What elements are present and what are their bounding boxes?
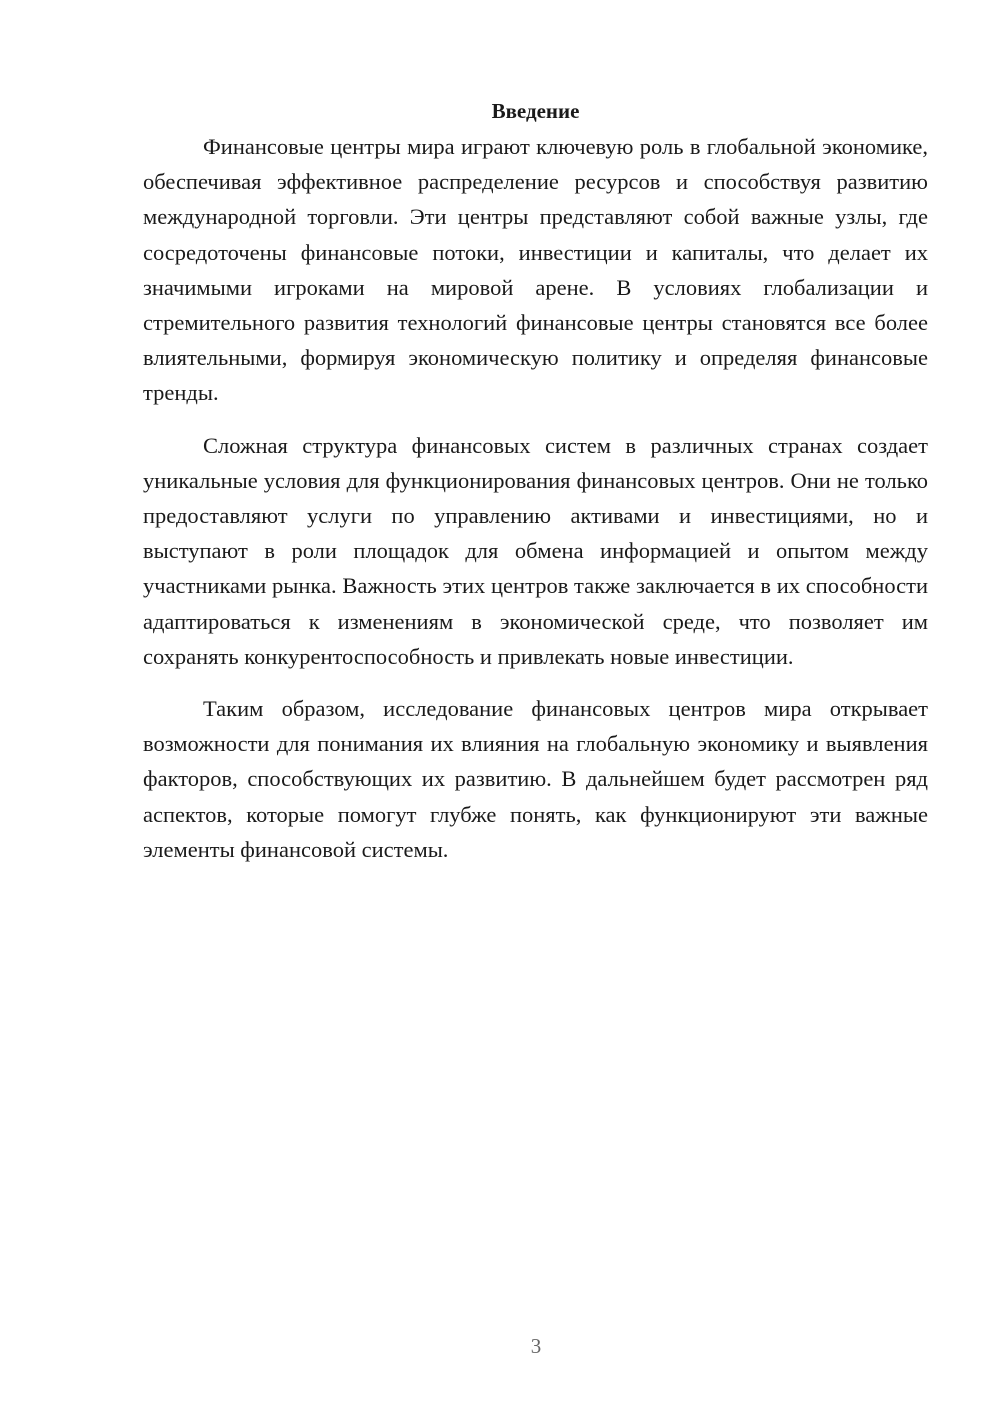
paragraph-3: Таким образом, исследование финансовых центров мира открывает возможности для понимания их влияния на глобальную экономику и выявления факторов, способствующих их развитию. В дальнейшем будет рассмотрен ряд аспектов, которые помогут глубже понять, как функционируют эти важные элементы финансовой системы. (143, 696, 928, 862)
paragraph-2: Сложная структура финансовых систем в различных странах создает уникальные условия для функционирования финансовых центров. Они не только предоставляют услуги по управлению активами и инвестициями, но и выступают в роли площадок для обмена информацией и опытом между участниками рынка. Важность этих центров также заключается в их способности адаптироваться к изменениям в экономической среде, что позволяет им сохранять конкурентоспособность и привлекать новые инвестиции. (143, 432, 928, 669)
page-number: 3 (530, 1334, 542, 1358)
paragraph-1: Финансовые центры мира играют ключевую роль в глобальной экономике, обеспечивая эффективное распределение ресурсов и способствуя развитию международной торговли. Эти центры представляют собой важные узлы, где сосредоточены финансовые потоки, инвестиции и капиталы, что делает их значимыми игроками на мировой арене. В условиях глобализации и стремительного развития технологий финансовые центры становятся все более влиятельными, формируя экономическую политику и определяя финансовые тренды. (143, 134, 928, 406)
page-content (143, 94, 928, 867)
section-heading: Введение (491, 99, 580, 123)
